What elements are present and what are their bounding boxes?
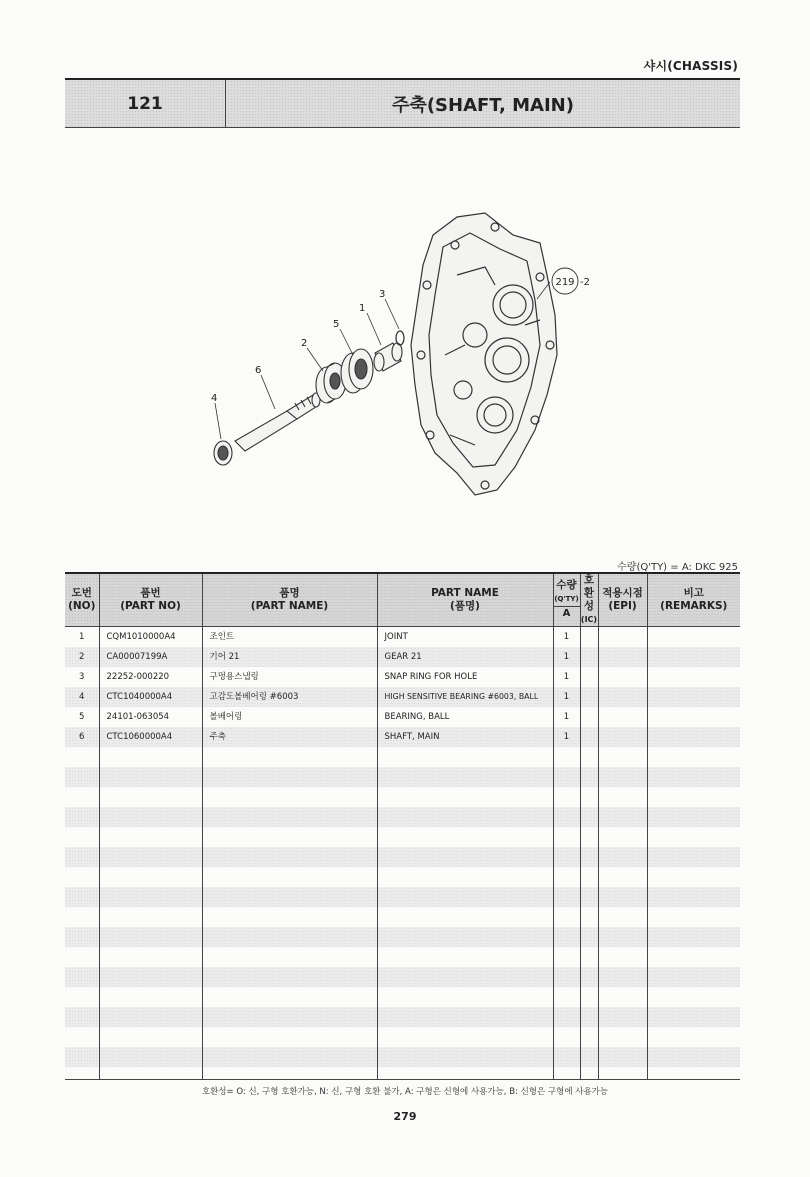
row-qty: 1 [553,687,580,707]
empty-row [65,887,740,907]
row-ic [580,707,598,727]
row-epi [598,667,647,687]
row-name-ko: 고감도볼베어링 #6003 [202,687,377,707]
row-epi [598,647,647,667]
row-name-ko: 주축 [202,727,377,747]
empty-row [65,867,740,887]
empty-row [65,847,740,867]
empty-row [65,807,740,827]
header-part-name: PART NAME (품명) [377,573,553,627]
header-part-no: 품번 (PART NO) [99,573,202,627]
header-interchangeability: 호 환 성 (IC) [580,573,598,627]
table-row [65,667,740,687]
empty-row [65,1067,740,1080]
row-remarks [647,627,740,648]
row-no: 2 [65,647,99,667]
reference-number: 219 [555,277,575,288]
empty-row [65,967,740,987]
row-name-en: BEARING, BALL [377,707,553,727]
reference-callout [552,268,590,294]
table-row [65,687,740,707]
table-row [65,647,740,667]
header-epi: 적용시점 (EPI) [598,573,647,627]
joint-sleeve-part [374,343,402,371]
row-name-ko: 기어 21 [202,647,377,667]
callout-6: 6 [255,365,262,376]
row-remarks [647,687,740,707]
callout-1: 1 [359,303,366,314]
row-epi [598,727,647,747]
row-no: 3 [79,672,85,682]
joint-part [214,441,232,465]
exploded-parts-diagram [195,205,615,505]
row-ic [580,627,598,648]
group-title: 주축(SHAFT, MAIN) [392,94,574,116]
page-number: 279 [393,1110,417,1123]
row-remarks [647,707,740,727]
row-no: 6 [65,727,99,747]
transmission-case [411,213,557,495]
row-name-en: JOINT [377,627,553,648]
row-qty: 1 [553,727,580,747]
row-part-no: 24101-063054 [99,707,202,727]
row-qty: 1 [553,627,580,648]
quantity-note: 수량(Q'TY) = A: DKC 925 [617,562,738,573]
empty-row [65,827,740,847]
row-name-ko: 조인트 [202,627,377,648]
header-no: 도번 (NO) [65,573,99,627]
row-no: 5 [79,712,85,722]
empty-row [65,787,740,807]
row-part-no: CTC1040000A4 [99,687,202,707]
parts-table-body [65,627,740,1080]
callout-4: 4 [211,393,218,404]
group-number: 121 [65,80,226,127]
empty-row [65,987,740,1007]
empty-row [65,947,740,967]
row-epi [598,627,647,648]
row-qty: 1 [553,667,580,687]
callout-3: 3 [379,289,386,300]
row-qty: 1 [553,707,580,727]
row-ic [580,647,598,667]
row-no: 1 [79,632,85,642]
row-ic [580,687,598,707]
title-bar [65,78,740,128]
empty-row [65,1047,740,1067]
parts-table [65,572,740,1080]
row-name-en: GEAR 21 [377,647,553,667]
row-remarks [647,727,740,747]
header-part-name-ko: 품명 (PART NAME) [202,573,377,627]
table-row [65,727,740,747]
row-name-ko: 볼베어링 [202,707,377,727]
row-part-no: 22252-000220 [99,667,202,687]
row-ic [580,667,598,687]
row-epi [598,687,647,707]
snap-ring-part [396,331,404,345]
section-label: 샤시(CHASSIS) [643,59,738,73]
row-name-en: HIGH SENSITIVE BEARING #6003, BALL [377,687,553,707]
table-row [65,627,740,648]
row-part-no: CA00007199A [99,647,202,667]
empty-row [65,747,740,767]
empty-row [65,767,740,787]
compatibility-legend: 호환성= O: 신, 구형 호환가능, N: 신, 구형 호환 불가, A: 구형은 신형에 사용가능, B: 신형은 구형에 사용가능 [201,1087,609,1097]
table-header-row [65,573,740,627]
row-remarks [647,667,740,687]
row-part-no: CQM1010000A4 [99,627,202,648]
row-epi [598,707,647,727]
reference-suffix: -2 [580,277,590,288]
empty-row [65,1007,740,1027]
callout-5: 5 [333,319,340,330]
row-ic [580,727,598,747]
row-remarks [647,647,740,667]
empty-row [65,907,740,927]
row-name-ko: 구멍용스냅링 [202,667,377,687]
ball-bearing-part [341,349,373,393]
empty-row [65,927,740,947]
row-qty: 1 [553,647,580,667]
empty-row [65,1027,740,1047]
row-name-en: SNAP RING FOR HOLE [377,667,553,687]
header-remarks: 비고 (REMARKS) [647,573,740,627]
row-part-no: CTC1060000A4 [99,727,202,747]
header-qty: 수량 (Q'TY) A [553,573,580,627]
callout-2: 2 [301,338,308,349]
main-shaft-part [235,393,320,451]
row-no: 4 [65,687,99,707]
row-name-en: SHAFT, MAIN [377,727,553,747]
table-row [65,707,740,727]
